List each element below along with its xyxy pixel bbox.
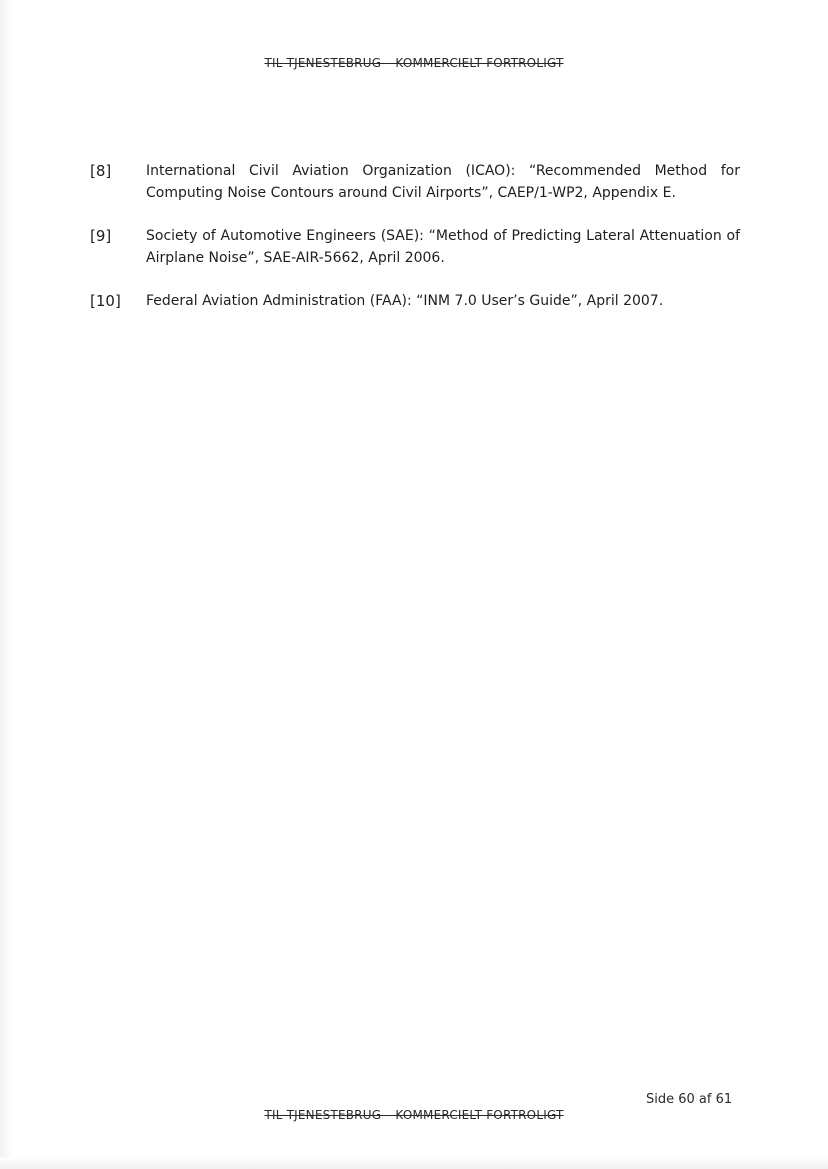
scan-edge-bottom — [0, 1157, 828, 1169]
reference-item — [90, 225, 740, 269]
reference-item — [90, 290, 740, 312]
footer-classification-label: TIL TJENESTEBRUG – KOMMERCIELT FORTROLIGT — [264, 1108, 564, 1122]
scan-edge-left — [0, 0, 14, 1169]
page-number: Side 60 af 61 — [646, 1092, 733, 1107]
reference-number: [8] — [90, 162, 112, 180]
reference-text: Federal Aviation Administration (FAA): “INM 7.0 User’s Guide”, April 2007. — [146, 293, 664, 309]
reference-list — [90, 160, 740, 333]
reference-text: Society of Automotive Engineers (SAE): “Method of Predicting Lateral Attenuation of Airplane Noise”, SAE-AIR-5662, April 2006. — [146, 228, 740, 266]
reference-number: [10] — [90, 292, 121, 310]
reference-number: [9] — [90, 227, 112, 245]
reference-item — [90, 160, 740, 204]
header-classification-label: TIL TJENESTEBRUG – KOMMERCIELT FORTROLIGT — [264, 56, 564, 70]
reference-text: International Civil Aviation Organization (ICAO): “Recommended Method for Computing Noise Contours around Civil Airports”, CAEP/1-WP2, Appendix E. — [146, 163, 740, 201]
